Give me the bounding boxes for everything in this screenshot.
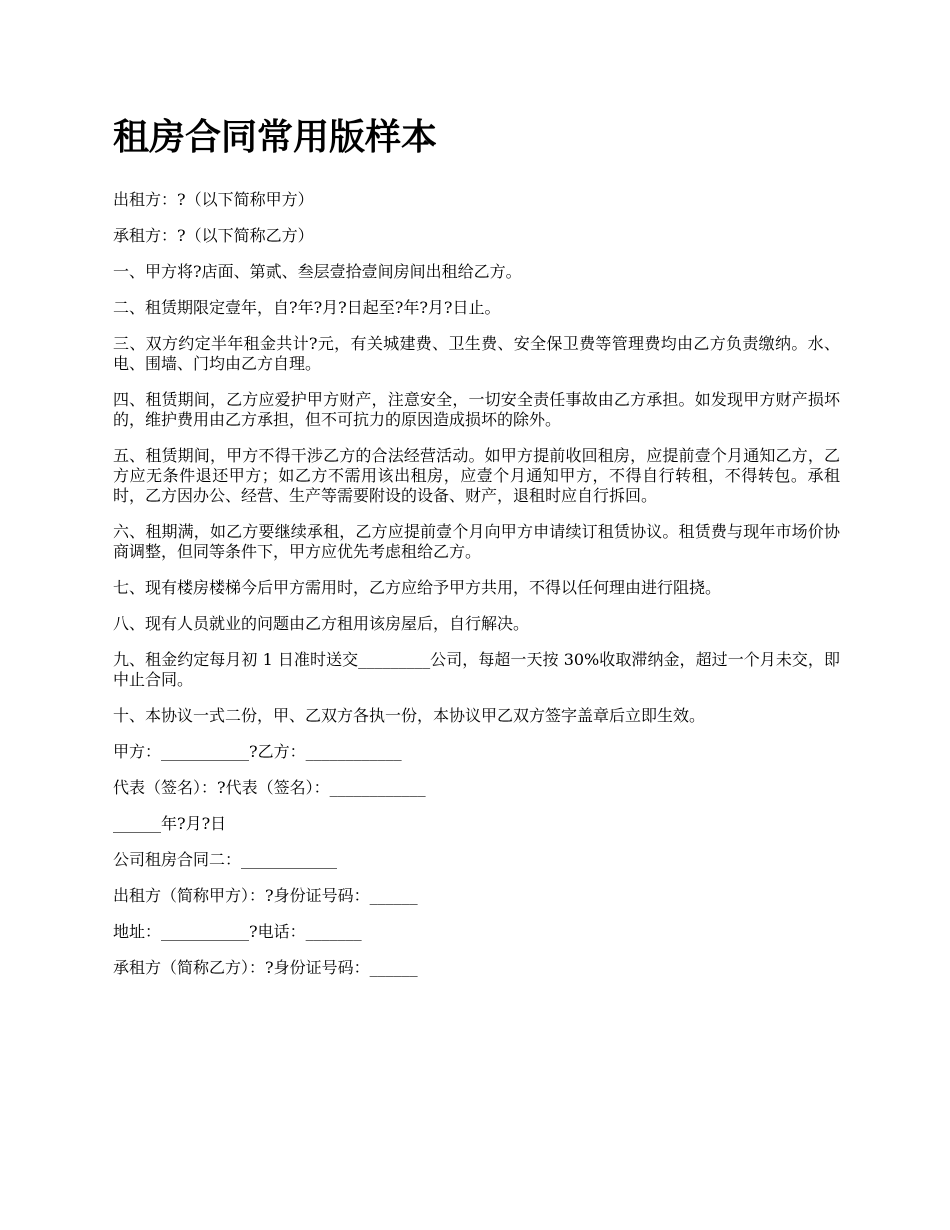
- clause-4: 四、租赁期间，乙方应爱护甲方财产，注意安全，一切安全责任事故由乙方承担。如发现甲方财产损坏的，维护费用由乙方承担，但不可抗力的原因造成损坏的除外。: [113, 390, 840, 429]
- clause-9: 九、租金约定每月初 1 日准时送交_________公司，每超一天按 30%收取滞纳金，超过一个月未交，即中止合同。: [113, 650, 840, 689]
- paragraph-lessee: 承租方：?（以下简称乙方）: [113, 226, 314, 245]
- paragraph-lessor: 出租方：?（以下简称甲方）: [113, 190, 314, 209]
- clause-3: 三、双方约定半年租金共计?元，有关城建费、卫生费、安全保卫费等管理费均由乙方负责缴纳。水、电、围墙、门均由乙方自理。: [113, 334, 840, 373]
- clause-10: 十、本协议一式二份，甲、乙双方各执一份，本协议甲乙双方签字盖章后立即生效。: [113, 706, 706, 725]
- document-page: [113, 112, 840, 994]
- document-title: 租房合同常用版样本: [113, 116, 438, 158]
- signature-representatives: 代表（签名）：?代表（签名）：____________: [113, 778, 426, 797]
- contract-two-lessor: 出租方（简称甲方）：?身份证号码：______: [113, 886, 418, 905]
- clause-5: 五、租赁期间，甲方不得干涉乙方的合法经营活动。如甲方提前收回租房，应提前壹个月通知乙方，乙方应无条件退还甲方；如乙方不需用该出租房，应壹个月通知甲方，不得自行转租，不得转包。承租时，乙方因办公、经营、生产等需要附设的设备、财产，退租时应自行拆回。: [113, 446, 840, 505]
- contract-two-address: 地址：___________?电话：_______: [113, 922, 362, 941]
- clause-1: 一、甲方将?店面、第贰、叁层壹拾壹间房间出租给乙方。: [113, 262, 522, 281]
- clause-7: 七、现有楼房楼梯今后甲方需用时，乙方应给予甲方共用，不得以任何理由进行阻挠。: [113, 578, 722, 597]
- signature-parties: 甲方：___________?乙方：____________: [113, 742, 402, 761]
- contract-two-lessee: 承租方（简称乙方）：?身份证号码：______: [113, 958, 418, 977]
- clause-2: 二、租赁期限定壹年，自?年?月?日起至?年?月?日止。: [113, 298, 501, 317]
- signature-date: ______年?月?日: [113, 814, 227, 833]
- contract-two-heading: 公司租房合同二：____________: [113, 850, 338, 869]
- clause-6: 六、租期满，如乙方要继续承租，乙方应提前壹个月向甲方申请续订租赁协议。租赁费与现年市场价协商调整，但同等条件下，甲方应优先考虑租给乙方。: [113, 522, 840, 561]
- clause-8: 八、现有人员就业的问题由乙方租用该房屋后，自行解决。: [113, 614, 530, 633]
